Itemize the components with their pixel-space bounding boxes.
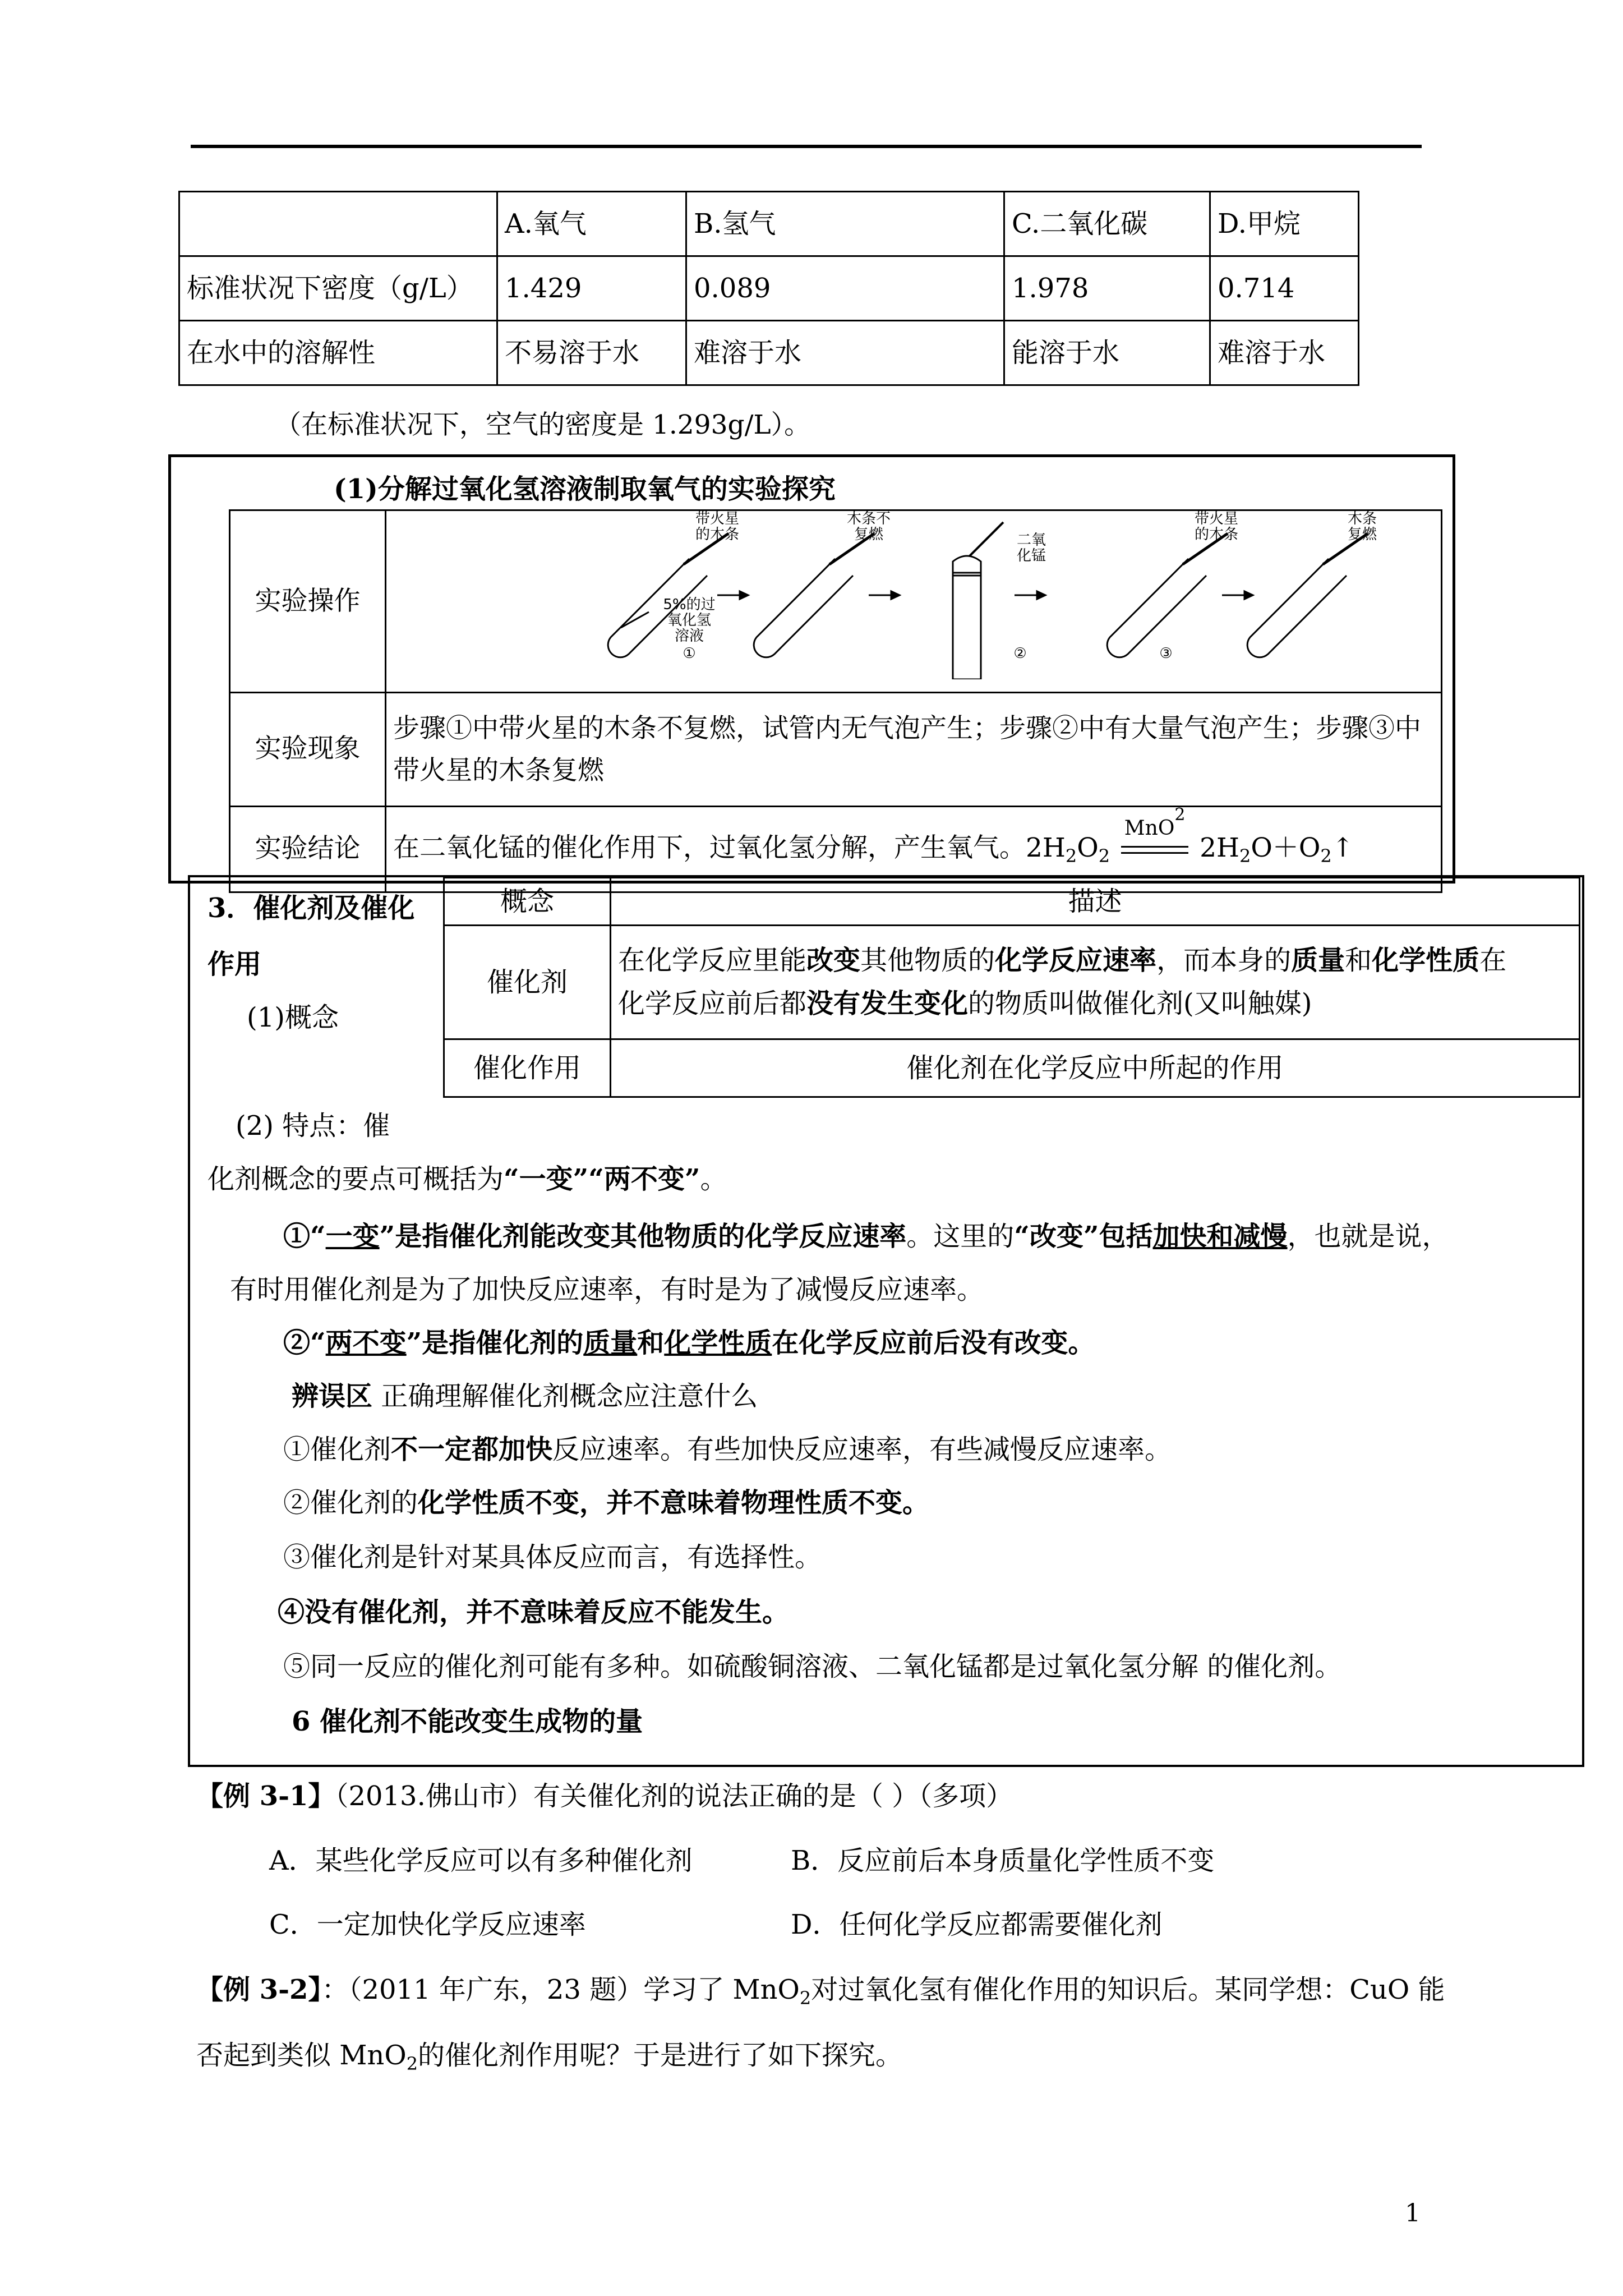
note-3: ③催化剂是针对某具体反应而言，有选择性。: [283, 1542, 822, 1573]
fig-step: ③: [1159, 645, 1173, 662]
table-cell: 0.714: [1210, 256, 1359, 321]
phen-label: 实验现象: [230, 692, 386, 806]
table-row: [444, 878, 1580, 926]
example-1-option-d: D．任何化学反应都需要催化剂: [791, 1909, 1163, 1940]
fig-label: 木条不: [846, 511, 891, 527]
equation-condition: [1118, 805, 1191, 869]
fig-label: 氧化氢: [667, 612, 712, 629]
experiment-title: (1)分解过氧化氢溶液制取氧气的实验探究: [334, 473, 836, 505]
note-4: ④没有催化剂，并不意味着反应不能发生。: [278, 1596, 790, 1628]
table-cell: 催化剂在化学反应中所起的作用: [611, 1039, 1580, 1097]
table-row: [444, 1039, 1580, 1097]
phen-text: 带火星的木条复燃: [393, 754, 604, 786]
table-cell: 难溶于水: [686, 321, 1004, 385]
fig-label: 化锰: [1016, 547, 1046, 564]
point-1-cont: 有时用催化剂是为了加快反应速率，有时是为了减慢反应速率。: [230, 1274, 984, 1305]
table-cell: 描述: [611, 878, 1580, 926]
fig-step: ②: [1013, 645, 1027, 662]
table-cell: [179, 192, 497, 256]
table-cell: 1.429: [497, 256, 686, 321]
gas-table: [178, 191, 1359, 386]
superscript: 2: [1174, 805, 1186, 825]
table-row: [444, 926, 1580, 1039]
header-rule: [191, 145, 1422, 148]
fig-label: 复燃: [854, 526, 884, 543]
fig-label: 复燃: [1347, 526, 1377, 543]
formula-part: O: [1077, 832, 1099, 864]
table-cell: 概念: [444, 878, 611, 926]
example-1-option-c: C．一定加快化学反应速率: [269, 1909, 586, 1940]
table-row: [179, 192, 1359, 256]
example-1-option-a: A．某些化学反应可以有多种催化剂: [269, 1845, 693, 1876]
feature-label: (2) 特点：催: [236, 1110, 390, 1142]
note-1: ①催化剂不一定都加快反应速率。有些加快反应速率，有些减慢反应速率。: [283, 1434, 1172, 1465]
fig-label: 的木条: [1194, 526, 1239, 543]
table-cell: D.甲烷: [1210, 192, 1359, 256]
example-2-line-2: 否起到类似 MnO$_2$的催化剂作用呢？于是进行了如下探究。: [196, 2040, 903, 2074]
table-cell: A.氧气: [497, 192, 686, 256]
experiment-table: [229, 509, 1442, 893]
point-1: ①“一变”是指催化剂能改变其他物质的化学反应速率。这里的“改变”包括加快和减慢，也就是说，: [283, 1221, 1449, 1252]
table-cell: 不易溶于水: [497, 321, 686, 385]
note-6: 6 催化剂不能改变生成物的量: [292, 1706, 643, 1737]
fig-label: 木条: [1347, 511, 1377, 527]
fig-label: 溶液: [674, 628, 704, 645]
table-row: [230, 510, 1442, 693]
subscript: 2: [1320, 845, 1332, 867]
page-number: 1: [1405, 2199, 1421, 2228]
concl-label: 实验结论: [230, 806, 386, 892]
table-row: [230, 692, 1442, 806]
catalyst-heading: 作用: [208, 949, 262, 980]
table-cell: 能溶于水: [1004, 321, 1210, 385]
table-cell: 难溶于水: [1210, 321, 1359, 385]
point-2: ②“两不变”是指催化剂的质量和化学性质在化学反应前后没有改变。: [283, 1327, 1095, 1359]
table-cell: 催化作用: [444, 1039, 611, 1097]
op-label: 实验操作: [230, 510, 386, 693]
table-cell: 标准状况下密度（g/L）: [179, 256, 497, 321]
table-cell: B.氢气: [686, 192, 1004, 256]
misconception-heading: 辨误区 正确理解催化剂概念应注意什么: [292, 1381, 758, 1412]
subscript: 2: [1065, 845, 1077, 867]
experiment-figure: [386, 511, 1441, 679]
fig-label: 5%的过: [663, 596, 716, 613]
fig-label: 二氧: [1016, 532, 1046, 549]
table-cell: 1.978: [1004, 256, 1210, 321]
table-cell: 在水中的溶解性: [179, 321, 497, 385]
example-1-stem: 【例 3-1】（2013.佛山市）有关催化剂的说法正确的是（ ）（多项）: [196, 1780, 1013, 1812]
phen-text: 步骤①中带火星的木条不复燃，试管内无气泡产生；步骤②中有大量气泡产生；步骤③中: [393, 712, 1421, 744]
example-2-line-1: 【例 3-2】：（2011 年广东，23 题）学习了 MnO$_2$对过氧化氢有催化作用的知识后。某同学想：CuO 能: [196, 1974, 1445, 2009]
formula-part: O＋O: [1251, 832, 1321, 864]
subscript: 2: [1239, 845, 1251, 867]
table-row: [179, 256, 1359, 321]
fig-label: 带火星: [1194, 511, 1239, 527]
note-5: ⑤同一反应的催化剂可能有多种。如硫酸铜溶液、二氧化锰都是过氧化氢分解 的催化剂。: [283, 1651, 1342, 1682]
catalyst-table: [443, 877, 1580, 1098]
table-row: [179, 321, 1359, 385]
feature-text: 化剂概念的要点可概括为“一变”“两不变”。: [208, 1163, 727, 1195]
note-2: ②催化剂的化学性质不变，并不意味着物理性质不变。: [283, 1487, 930, 1519]
catalyst-heading: 3．催化剂及催化: [208, 892, 415, 924]
table-cell: 催化剂: [444, 926, 611, 1039]
concept-label: (1)概念: [247, 1002, 339, 1033]
fig-step: ①: [683, 645, 696, 662]
table-cell: C.二氧化碳: [1004, 192, 1210, 256]
fig-label: 带火星: [695, 511, 740, 527]
table-cell: 在化学反应里能改变其他物质的化学反应速率，而本身的质量和化学性质在 化学反应前后都没有发生变化的物质叫做催化剂(又叫触媒): [611, 926, 1580, 1039]
subscript: 2: [1098, 845, 1110, 867]
concl-text: 在二氧化锰的催化作用下，过氧化氢分解，产生氧气。2H: [393, 832, 1066, 864]
gas-arrow: ↑: [1331, 832, 1354, 864]
example-1-option-b: B．反应前后本身质量化学性质不变: [791, 1845, 1215, 1876]
fig-label: 的木条: [695, 526, 740, 543]
formula-part: 2H: [1200, 832, 1239, 864]
table-cell: 0.089: [686, 256, 1004, 321]
catalyst-formula: MnO: [1124, 817, 1175, 840]
air-density-note: （在标准状况下，空气的密度是 1.293g/L）。: [275, 409, 811, 440]
